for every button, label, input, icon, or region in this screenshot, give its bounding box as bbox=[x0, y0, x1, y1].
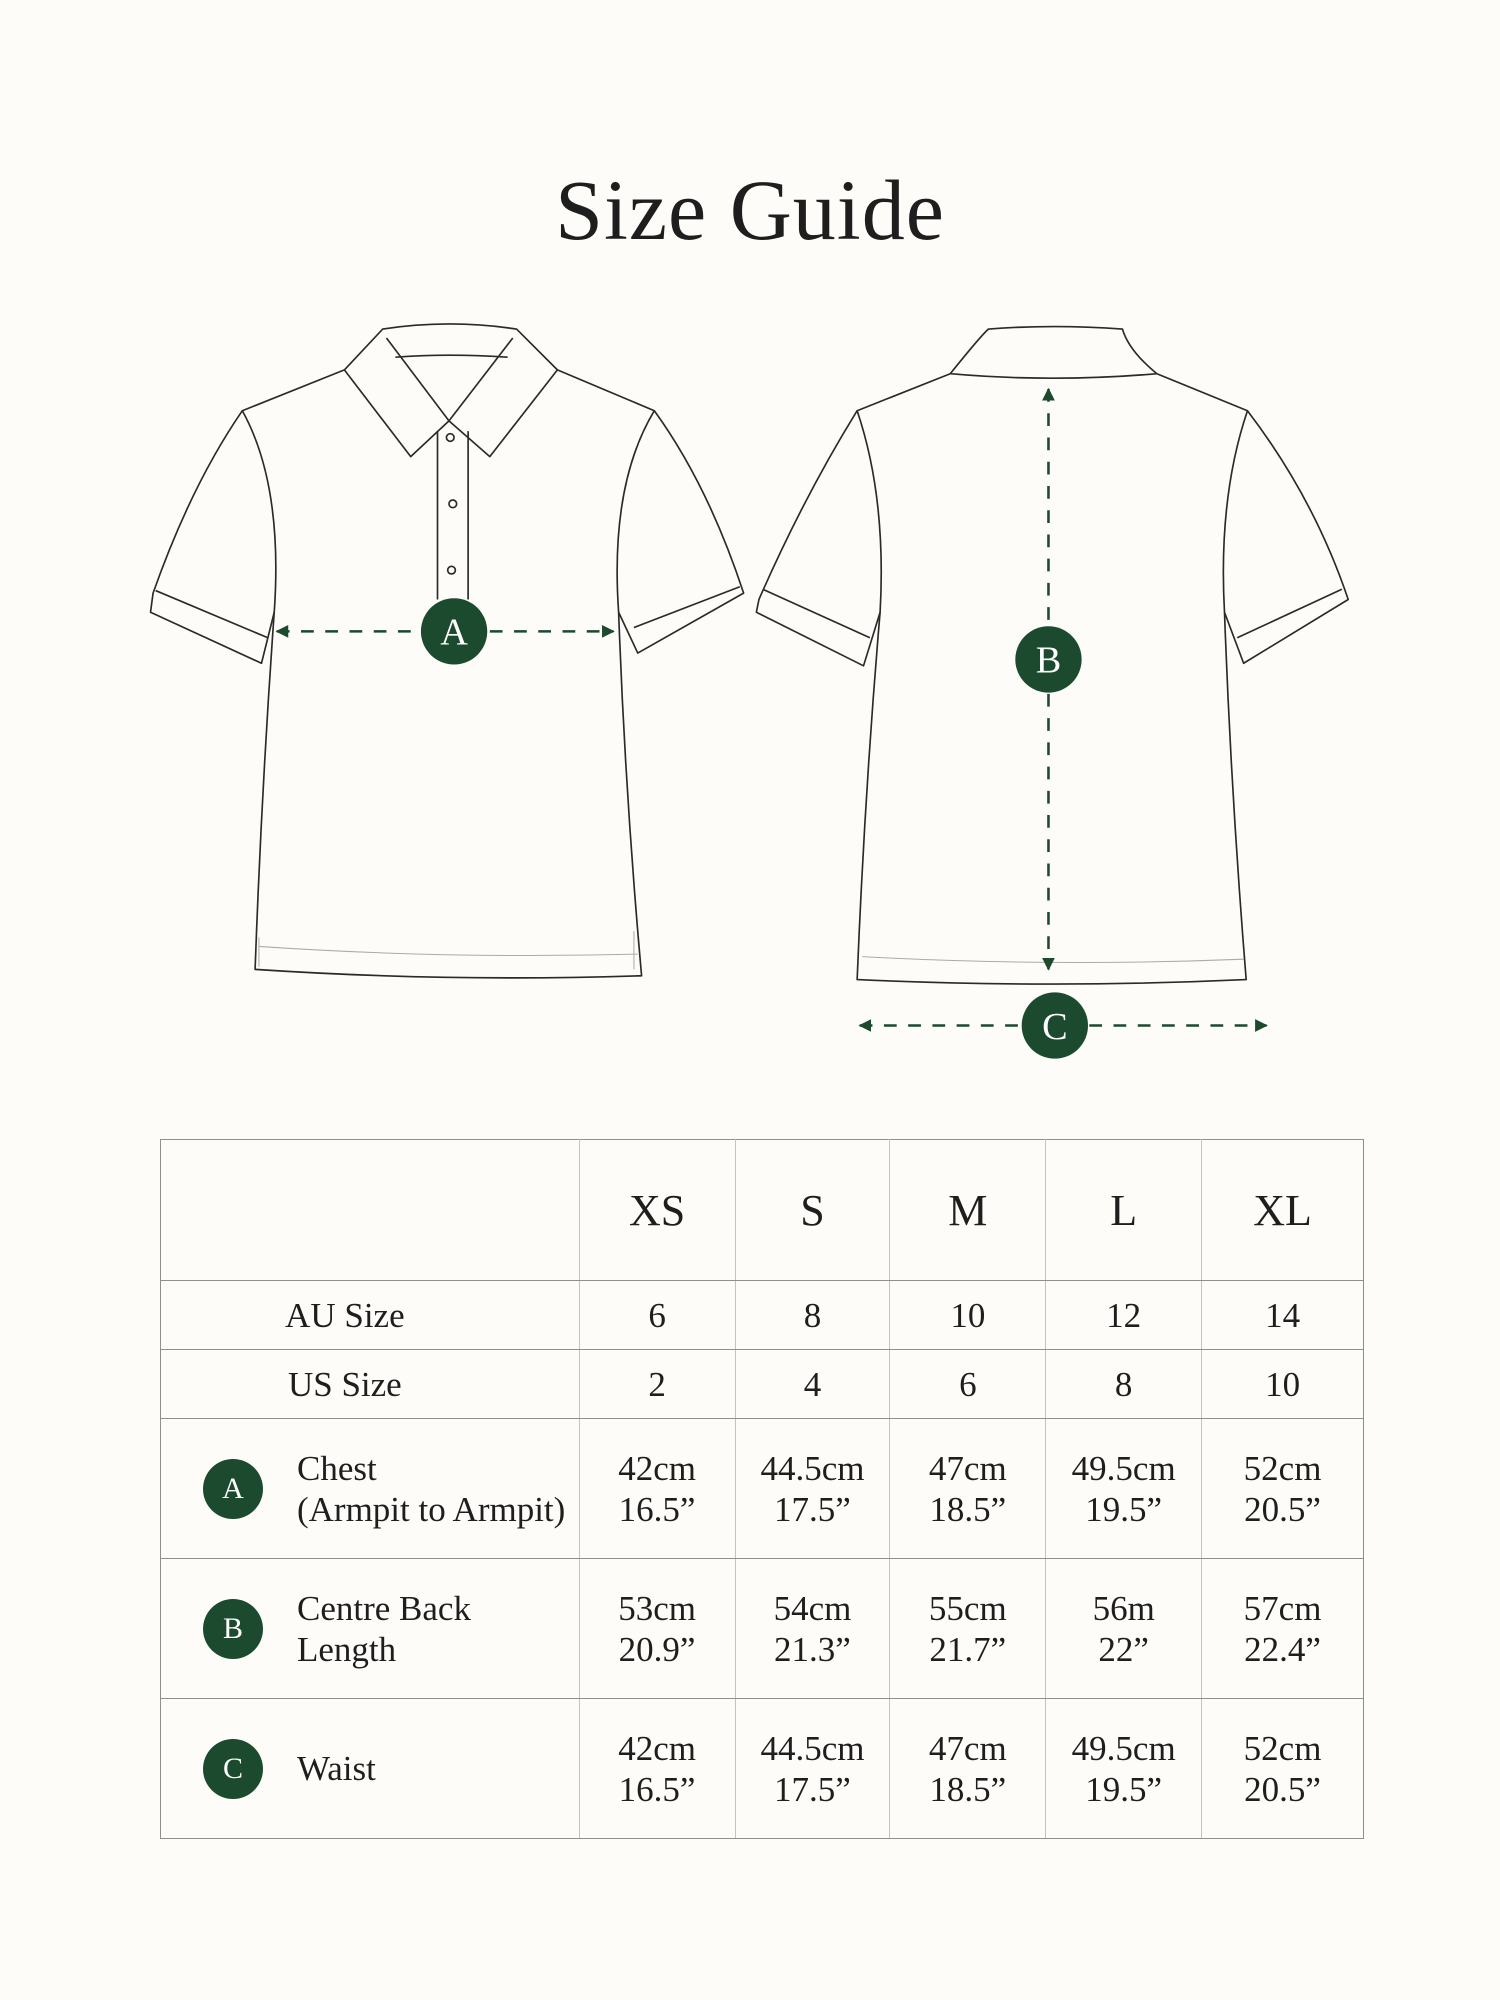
measurement-sublabel: (Armpit to Armpit) bbox=[297, 1489, 566, 1529]
table-cell: 42cm 16.5” bbox=[579, 1699, 735, 1839]
table-cell: 49.5cm 19.5” bbox=[1046, 1419, 1202, 1559]
table-cell: 6 bbox=[890, 1350, 1046, 1419]
table-cell: 8 bbox=[735, 1281, 890, 1350]
table-cell: 14 bbox=[1202, 1281, 1364, 1350]
size-table bbox=[160, 1139, 1364, 1839]
header-xl: XL bbox=[1202, 1140, 1364, 1281]
waist-label-cell bbox=[161, 1699, 580, 1839]
measurement-sublabel: Length bbox=[297, 1629, 397, 1669]
marker-a-label: A bbox=[440, 611, 468, 654]
waist-row bbox=[161, 1699, 1364, 1839]
page-title: Size Guide bbox=[555, 162, 945, 258]
marker-b-label: B bbox=[1035, 639, 1062, 682]
table-cell: 56m 22” bbox=[1046, 1559, 1202, 1699]
table-cell: 4 bbox=[735, 1350, 890, 1419]
table-cell: 44.5cm 17.5” bbox=[735, 1699, 890, 1839]
chest-measure-arrow bbox=[277, 598, 614, 664]
header-s: S bbox=[735, 1140, 890, 1281]
marker-c-label: C bbox=[1042, 1005, 1068, 1048]
table-cell: 49.5cm 19.5” bbox=[1046, 1699, 1202, 1839]
us-size-label: US Size bbox=[161, 1350, 580, 1419]
table-cell: 54cm 21.3” bbox=[735, 1559, 890, 1699]
table-cell: 52cm 20.5” bbox=[1202, 1699, 1364, 1839]
header-m: M bbox=[890, 1140, 1046, 1281]
measurement-label: Chest bbox=[297, 1448, 377, 1488]
table-cell: 57cm 22.4” bbox=[1202, 1559, 1364, 1699]
header-l: L bbox=[1046, 1140, 1202, 1281]
us-size-row bbox=[161, 1350, 1364, 1419]
marker-b-badge: B bbox=[203, 1599, 263, 1659]
table-cell: 44.5cm 17.5” bbox=[735, 1419, 890, 1559]
header-xs: XS bbox=[579, 1140, 735, 1281]
empty-header-cell bbox=[161, 1140, 580, 1281]
table-cell: 12 bbox=[1046, 1281, 1202, 1350]
table-cell: 55cm 21.7” bbox=[890, 1559, 1046, 1699]
table-cell: 10 bbox=[1202, 1350, 1364, 1419]
marker-a-badge: A bbox=[203, 1459, 263, 1519]
measurement-label: Waist bbox=[297, 1749, 376, 1788]
table-cell: 42cm 16.5” bbox=[579, 1419, 735, 1559]
table-cell: 52cm 20.5” bbox=[1202, 1419, 1364, 1559]
au-size-label: AU Size bbox=[161, 1281, 580, 1350]
table-cell: 47cm 18.5” bbox=[890, 1419, 1046, 1559]
centre-back-length-row bbox=[161, 1559, 1364, 1699]
size-header-row bbox=[161, 1140, 1364, 1281]
table-cell: 10 bbox=[890, 1281, 1046, 1350]
length-measure-arrow bbox=[1015, 389, 1081, 969]
table-cell: 8 bbox=[1046, 1350, 1202, 1419]
table-cell: 47cm 18.5” bbox=[890, 1699, 1046, 1839]
waist-measure-arrow bbox=[860, 992, 1267, 1058]
table-cell: 53cm 20.9” bbox=[579, 1559, 735, 1699]
chest-row bbox=[161, 1419, 1364, 1559]
marker-c-badge: C bbox=[203, 1739, 263, 1799]
table-cell: 2 bbox=[579, 1350, 735, 1419]
table-cell: 6 bbox=[579, 1281, 735, 1350]
chest-label-cell bbox=[161, 1419, 580, 1559]
measurement-label: Centre Back bbox=[297, 1588, 471, 1628]
au-size-row bbox=[161, 1281, 1364, 1350]
length-label-cell bbox=[161, 1559, 580, 1699]
